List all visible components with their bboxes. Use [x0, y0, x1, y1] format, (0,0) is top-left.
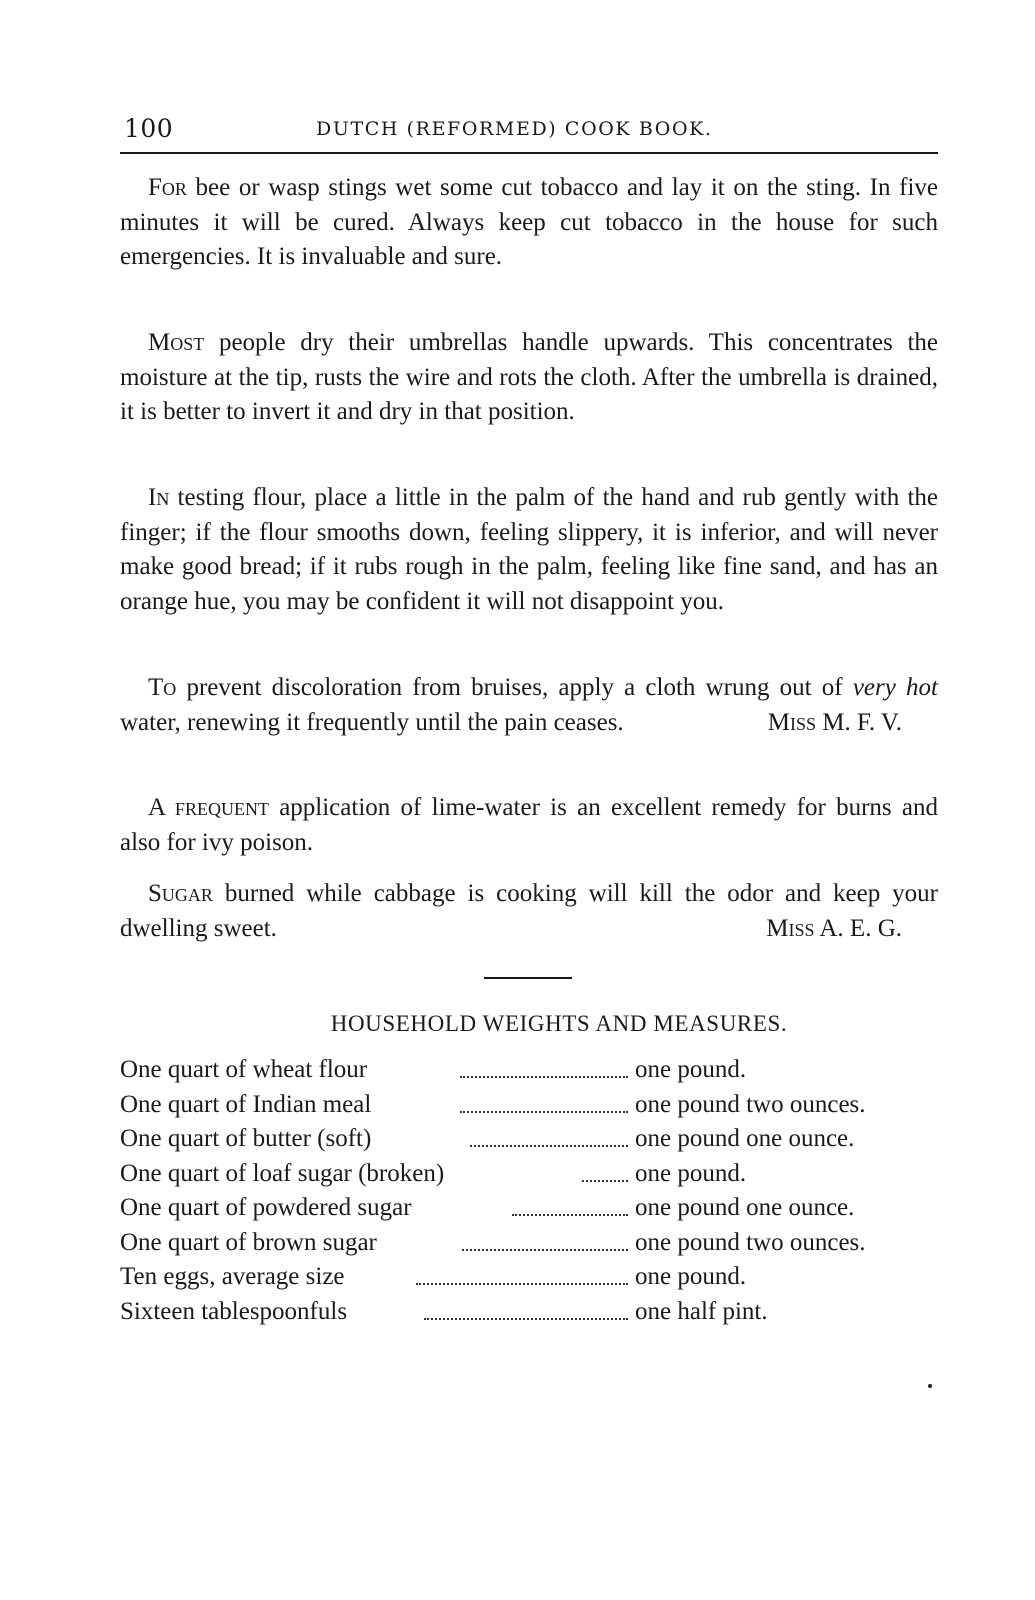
measure-value: one pound one ounce. [635, 1194, 855, 1221]
running-title: DUTCH (REFORMED) COOK BOOK. [316, 118, 713, 140]
measure-row [120, 1157, 950, 1192]
measure-row [120, 1053, 950, 1088]
emphasis-text: very hot [852, 674, 938, 701]
signature: Miss A. E. G. [766, 914, 902, 942]
dot-leader [424, 1318, 628, 1320]
paragraph-text: application of lime-water is an excellent remedy for burns and also for ivy poison. [120, 794, 938, 856]
running-head [120, 114, 940, 150]
paragraph-cabbage-sugar [120, 877, 938, 946]
paragraph-text-end: water, renewing it frequently until the pain ceases. [120, 708, 624, 736]
dot-leader [512, 1214, 628, 1216]
page-number: 100 [124, 114, 174, 143]
measure-row [120, 1191, 950, 1226]
measure-item: Sixteen tablespoonfuls [120, 1297, 348, 1325]
section-divider [484, 977, 572, 979]
measure-value: one pound. [635, 1263, 747, 1290]
measure-row [120, 1260, 950, 1295]
dot-leader [460, 1076, 628, 1078]
paragraph-text: people dry their umbrellas handle upwards. This concentrates the moisture at the tip, rusts the wire and rots the cloth. After the umbrella is drained, it is better to invert it and dry in that position. [120, 329, 938, 425]
measure-item: One quart of Indian meal [120, 1090, 372, 1118]
measure-value: one pound one ounce. [635, 1125, 855, 1152]
paragraph-bee-stings [120, 171, 938, 275]
measure-value: one pound. [635, 1056, 747, 1083]
lead-word: To [148, 674, 177, 701]
lead-word: A frequent [148, 794, 269, 821]
measure-row [120, 1088, 950, 1123]
measure-item: Ten eggs, average size [120, 1263, 345, 1290]
measure-item: One quart of brown sugar [120, 1228, 377, 1256]
measure-value: one half pint. [635, 1297, 768, 1325]
measure-item: One quart of loaf sugar (broken) [120, 1159, 445, 1187]
paragraph-lime-water [120, 791, 938, 860]
paragraph-text: bee or wasp stings wet some cut tobacco and lay it on the sting. In five minutes it will be cured. Always keep cut tobacco in the house for such emergencies. It is invaluable and sure. [120, 174, 938, 270]
measure-row [120, 1226, 950, 1261]
header-rule [120, 152, 938, 154]
paragraph-text: burned while cabbage is cooking will kill the odor and keep your dwelling sweet. [120, 880, 938, 942]
paragraph-testing-flour [120, 481, 938, 619]
lead-word: For [148, 174, 187, 201]
measure-item: One quart of powdered sugar [120, 1194, 412, 1221]
paragraph-text: prevent discoloration from bruises, apply a cloth wrung out of [176, 674, 853, 701]
lead-word: Sugar [148, 880, 213, 907]
measure-row [120, 1122, 950, 1157]
measure-item: One quart of wheat flour [120, 1056, 368, 1083]
ink-speck [928, 1384, 932, 1388]
measures-heading: HOUSEHOLD WEIGHTS AND MEASURES. [330, 1011, 788, 1036]
lead-word: Most [148, 329, 205, 356]
measure-row [120, 1295, 950, 1330]
dot-leader [462, 1249, 628, 1251]
paragraph-text: testing flour, place a little in the palm of the hand and rub gently with the finger; if the flour smooths down, feeling slippery, it is inferior, and will never make good bread; if it rubs rough in the palm, feeling like fine sand, and has an orange hue, you may be confident it will not disappoint you. [120, 484, 938, 615]
paragraph-umbrellas [120, 326, 938, 430]
dot-leader [460, 1111, 628, 1113]
measure-item: One quart of butter (soft) [120, 1125, 372, 1152]
measure-value: one pound. [635, 1159, 747, 1187]
signature: Miss M. F. V. [767, 708, 902, 736]
dot-leader [582, 1180, 628, 1182]
lead-word: In [148, 484, 170, 511]
measure-value: one pound two ounces. [635, 1090, 866, 1118]
paragraph-bruises [120, 671, 938, 740]
measures-table [120, 1053, 950, 1329]
measure-value: one pound two ounces. [635, 1228, 866, 1256]
dot-leader [470, 1145, 628, 1147]
dot-leader [416, 1283, 628, 1285]
